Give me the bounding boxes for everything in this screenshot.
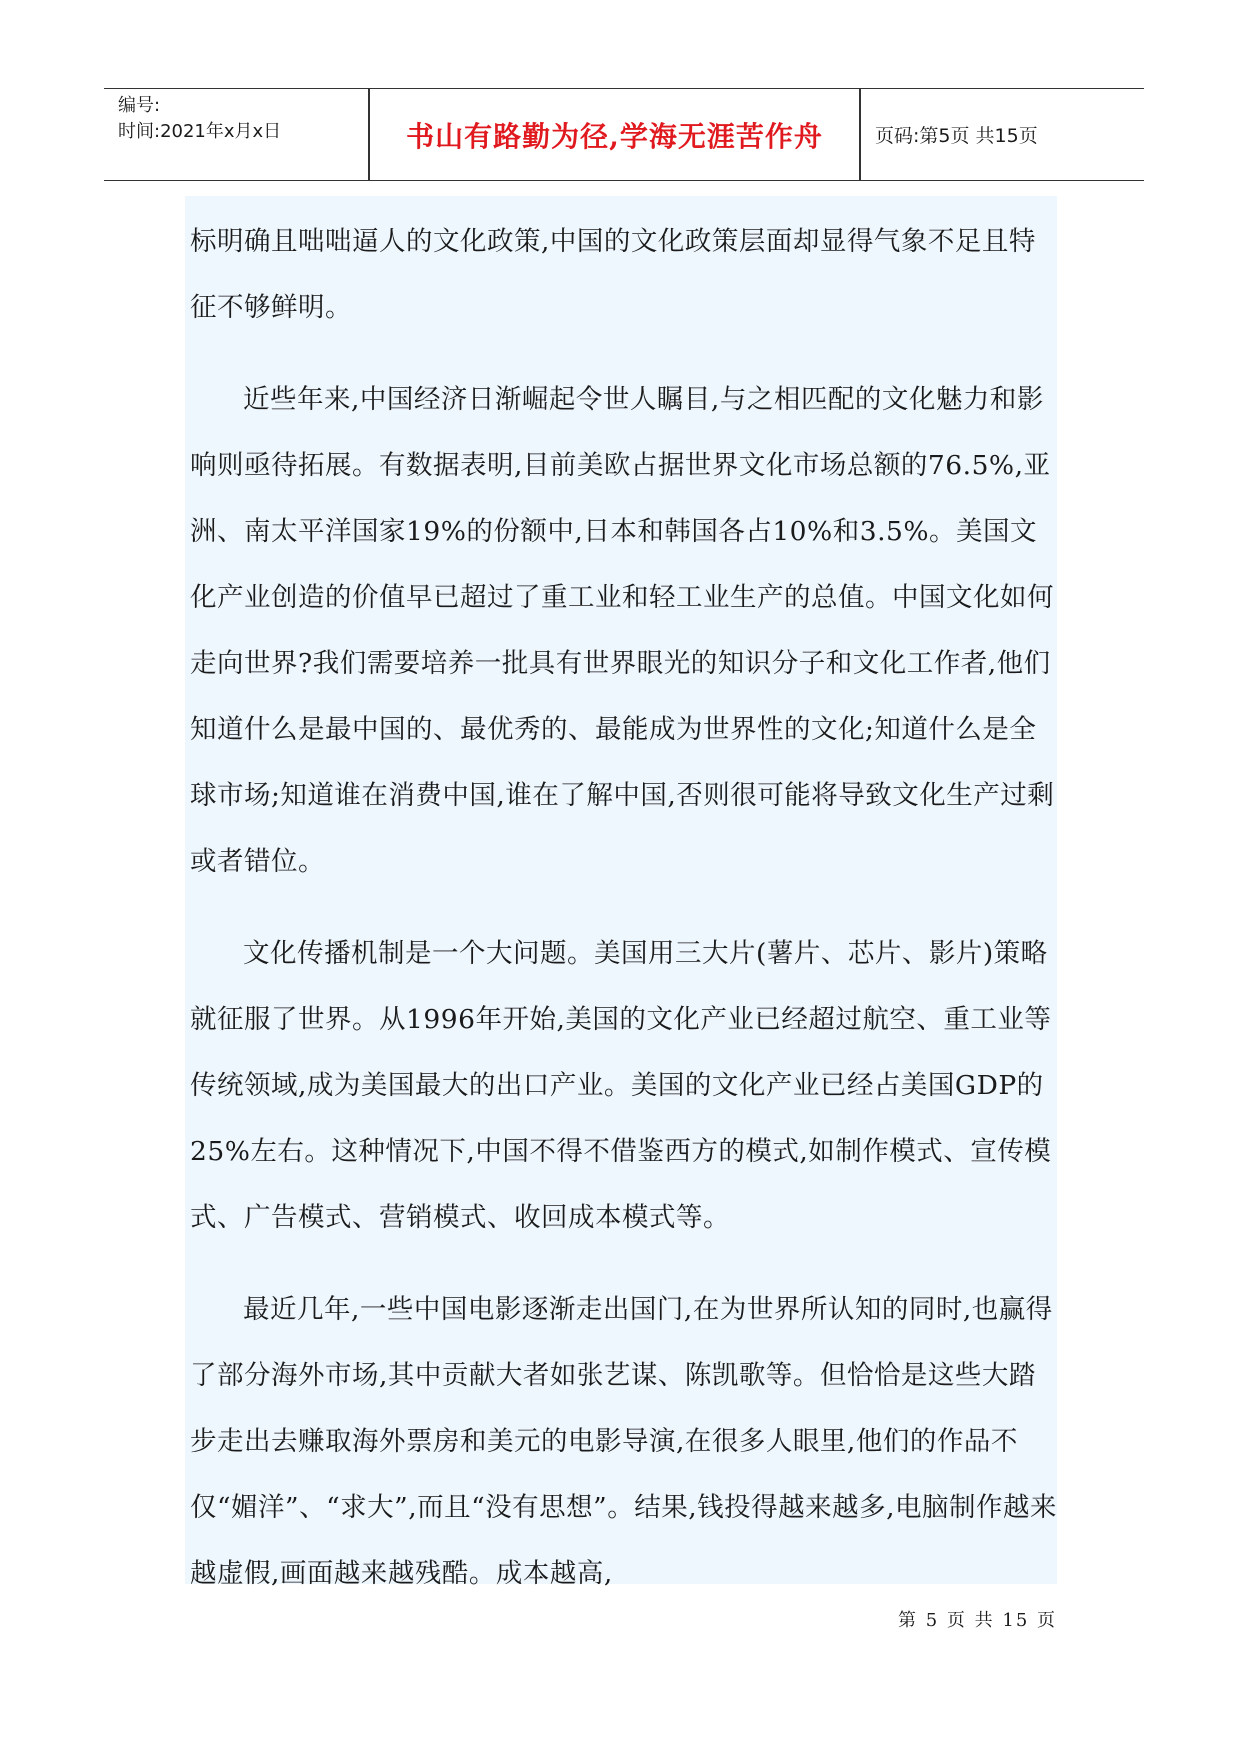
paragraph: 近些年来,中国经济日渐崛起令世人瞩目,与之相匹配的文化魅力和影响则亟待拓展。有数据表明,目前美欧占据世界文化市场总额的76.5%,亚洲、南太平洋国家19%的份额中,日本和韩国各占10%和3.5%。美国文化产业创造的价值早已超过了重工业和轻工业生产的总值。中国文化如何走向世界?我们需要培养一批具有世界眼光的知识分子和文化工作者,他们知道什么是最中国的、最优秀的、最能成为世界性的文化;知道什么是全球市场;知道谁在消费中国,谁在了解中国,否则很可能将导致文化生产过剩或者错位。 <box>190 384 1055 877</box>
header-meta <box>118 89 368 180</box>
paragraph: 最近几年,一些中国电影逐渐走出国门,在为世界所认知的同时,也赢得了部分海外市场,其中贡献大者如张艺谋、陈凯歌等。但恰恰是这些大踏步走出去赚取海外票房和美元的电影导演,在很多人眼里,他们的作品不仅“媚洋”、“求大”,而且“没有思想”。结果,钱投得越来越多,电脑制作越来越虚假,画面越来越残酷。成本越高, <box>190 1294 1058 1589</box>
header-page-number: 页码:第5页 共15页 <box>875 125 1038 147</box>
document-number-label: 编号: <box>118 95 161 116</box>
document-time-label: 时间:2021年x月x日 <box>118 121 282 142</box>
paragraph: 标明确且咄咄逼人的文化政策,中国的文化政策层面却显得气象不足且特征不够鲜明。 <box>190 226 1036 323</box>
page-footer: 第 5 页 共 15 页 <box>898 1610 1057 1631</box>
page-header <box>104 88 1144 181</box>
header-motto: 书山有路勤为径,学海无涯苦作舟 <box>406 119 823 153</box>
paragraph: 文化传播机制是一个大问题。美国用三大片(薯片、芯片、影片)策略就征服了世界。从1996年开始,美国的文化产业已经超过航空、重工业等传统领域,成为美国最大的出口产业。美国的文化产业已经占美国GDP的25%左右。这种情况下,中国不得不借鉴西方的模式,如制作模式、宣传模式、广告模式、营销模式、收回成本模式等。 <box>190 938 1052 1233</box>
document-body <box>190 209 1060 1633</box>
